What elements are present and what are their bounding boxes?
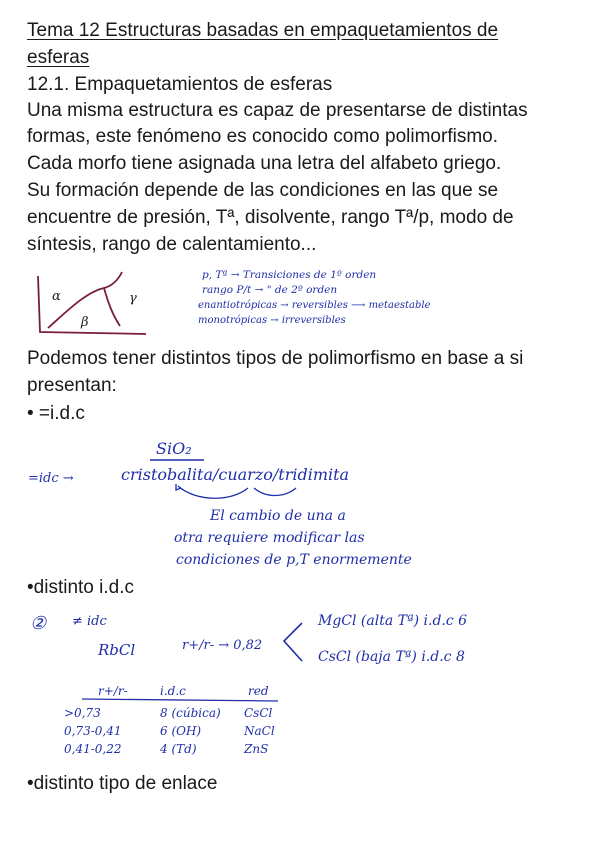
- types-intro-line-1: Podemos tener distintos tipos de polimorfismo en base a si: [27, 348, 524, 369]
- diagram-label-beta: β: [81, 315, 89, 330]
- table-cell: 8 (cúbica): [160, 706, 221, 720]
- note3-marker: ②: [30, 613, 47, 634]
- diagram-label-alpha: α: [52, 289, 61, 304]
- table-cell: CsCl: [244, 706, 273, 720]
- title-line-1: Tema 12 Estructuras basadas en empaquetamientos de: [27, 20, 499, 41]
- phase-diagram-sketch: [26, 262, 446, 342]
- sio2-formula: SiO₂: [156, 439, 192, 458]
- note1-line-1: p, Tª → Transiciones de 1º orden: [202, 269, 377, 281]
- sio2-note-line-3: condiciones de p,T enormemente: [176, 552, 412, 568]
- table-cell: 0,73-0,41: [64, 724, 122, 738]
- sio2-prefix: =idc →: [28, 471, 74, 486]
- handwritten-note-sio2: [26, 430, 466, 570]
- handwritten-note-phase-transitions: [26, 262, 446, 342]
- sio2-note-line-1: El cambio de una a: [210, 508, 346, 524]
- paragraph-line-1: Una misma estructura es capaz de presentarse de distintas: [27, 100, 528, 121]
- paragraph-line-2: formas, este fenómeno es conocido como polimorfismo.: [27, 126, 498, 147]
- table-cell: NaCl: [244, 724, 275, 738]
- table-cell: 4 (Td): [160, 742, 197, 756]
- bullet-same-idc: • =i.d.c: [27, 403, 85, 424]
- note3-case-2: CsCl (baja Tª) i.d.c 8: [318, 649, 465, 665]
- table-header-idc: i.d.c: [160, 684, 186, 698]
- bullet-different-idc: •distinto i.d.c: [27, 577, 134, 598]
- title-line-2: esferas: [27, 46, 90, 68]
- table-cell: ZnS: [244, 742, 269, 756]
- note1-line-3: enantiotrópicas → reversibles ⟶ metaestable: [198, 300, 431, 311]
- paragraph-line-4: Su formación depende de las condiciones en las que se: [27, 180, 499, 201]
- sio2-minerals: cristobalita/cuarzo/tridimita: [121, 465, 350, 484]
- table-cell: 0,41-0,22: [64, 742, 122, 756]
- note3-header: ≠ idc: [72, 614, 107, 629]
- sio2-note-line-2: otra requiere modificar las: [174, 530, 365, 546]
- paragraph-line-3: Cada morfo tiene asignada una letra del alfabeto griego.: [27, 153, 502, 174]
- bullet-different-bond: •distinto tipo de enlace: [27, 773, 218, 794]
- section-heading: 12.1. Empaquetamientos de esferas: [27, 74, 333, 95]
- types-intro-line-2: presentan:: [27, 375, 117, 396]
- note3-compound: RbCl: [98, 641, 136, 659]
- table-cell: 6 (OH): [160, 724, 202, 738]
- rbcl-note-sketch: [26, 603, 526, 763]
- paragraph-line-6: síntesis, rango de calentamiento...: [27, 234, 317, 255]
- paragraph-line-5: encuentre de presión, Tª, disolvente, rango Tª/p, modo de: [27, 207, 514, 228]
- note1-line-4: monotrópicas → irreversibles: [198, 315, 346, 326]
- note3-ratio: r+/r- → 0,82: [182, 638, 263, 653]
- diagram-label-gamma: γ: [129, 291, 137, 306]
- table-cell: >0,73: [64, 706, 101, 720]
- note1-line-2: rango P/t → " de 2º orden: [202, 284, 338, 296]
- table-header-ratio: r+/r-: [98, 684, 128, 698]
- sio2-note-sketch: [26, 430, 466, 570]
- page-title: [27, 18, 498, 71]
- handwritten-note-rbcl: [26, 603, 526, 763]
- note3-case-1: MgCl (alta Tª) i.d.c 6: [318, 613, 468, 629]
- table-header-red: red: [248, 684, 269, 698]
